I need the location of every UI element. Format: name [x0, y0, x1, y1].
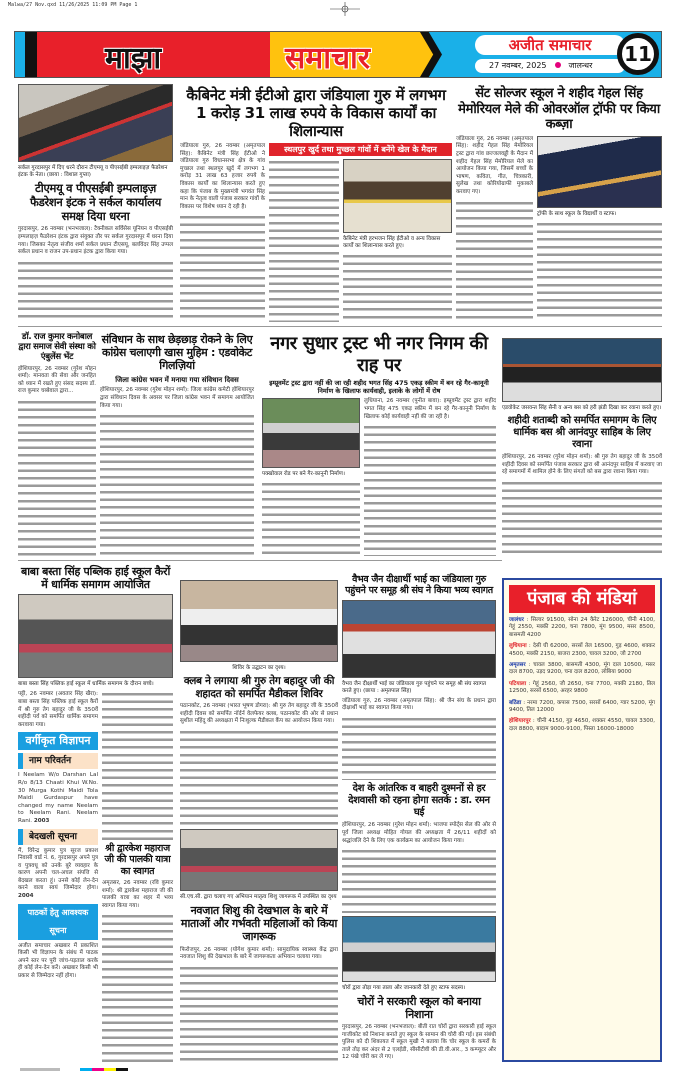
cabinet-body-col3 — [343, 253, 452, 322]
palki-body-continued — [102, 913, 173, 1062]
vaibhav-headline: वैभव जैन दीक्षार्थी भाई का जंडियाला गुरु पहुंचने पर समूह श्री संघ ने किया भव्य स्वागत — [345, 574, 493, 597]
palki-body: अमृतसर, 26 नवम्बर (रवि कुमार शर्मा): श्री द्वारकेश महाराज जी की पालकी यात्रा का शहर में भव्य स्वागत किया गया। — [102, 880, 173, 909]
soldier-photo-caption: ट्रॉफी के साथ स्कूल के विद्यार्थी व स्टाफ। — [537, 210, 617, 217]
school-photo-caption: चोरों द्वारा तोड़ा गया ताला और जानकारी देते हुए स्टाफ सदस्य। — [342, 984, 466, 991]
medical-photo-caption: शिविर के उद्घाटन का दृश्य। — [232, 665, 286, 671]
paper-name: अजीत समाचार — [475, 35, 625, 55]
newborn-photo — [180, 829, 338, 891]
masthead-title-part1: माझा — [105, 41, 162, 76]
left-lower-column — [18, 565, 173, 1062]
disown-notice-label: बेदखली सूचना — [18, 829, 98, 845]
color-swatch — [92, 1068, 104, 1071]
mandi-rates: चावल 3800, बासमती 4300, मूंग दाल 10500, मसर दाल 8700, उड़द 9200, चना दाल 8200, लोबिया 9000 — [509, 662, 655, 676]
school-headline: चोरों ने सरकारी स्कूल को बनाया निशाना — [357, 994, 481, 1021]
mandi-rates: देसी घी 62000, सरसों तेल 16500, गुड़ 4600, शक्कर 4500, मक्की 2150, बाजरा 2300, चावल 3200, जौ 2700 — [509, 643, 655, 657]
mandi-city-name: होशियारपुर — [509, 718, 531, 725]
reader-notice-text: अजीत समाचार अखबार में प्रकाशित किसी भी विज्ञापन के संबंध में पाठक अपने स्तर पर पूरी जांच-पड़ताल करके ही कोई लेन-देन करें। अखबार किसी भी प्रकार से जिम्मेदार नहीं होगा। — [18, 942, 98, 980]
school-body: गुरदासपुर, 26 नवम्बर (भनभजाल): बीती रात चोरों द्वारा सरकारी हाई स्कूल गाजीकोट को निशाना बनाते हुए स्कूल के सामान की चोरी की गई। इस संबंधी पुलिस को दी शिकायत में स्कूल मुखी ने बताया कि चोर स्कूल के कमरों के ताले तोड़ कर अंदर से 2 एलईडी, सीसीटीवी की डी.वी.आर., 3 कम्प्यूटर और 12 पंखे चोरी कर ले गए। — [342, 1024, 496, 1061]
issue-date: 27 नवम्बर, 2025 — [489, 61, 547, 70]
soldier-body: जंडियाला गुरु, 26 नवम्बर (अमृतपाल सिंह): शहीद गेहल सिंह मेमोरियल ट्रस्ट द्वारा गांव छज्जलवड्डी के मैदान में शहीद गेहल सिंह मेमोरियल मेले का आयोजन किया गया, जिसमें बच्चों के भाषण, कविता, गीत, चित्रकारी, सुलेख तथा कोरियोग्राफी मुकाबले करवाए गए। — [456, 135, 533, 195]
tmu-photo — [18, 84, 173, 162]
mandi-city-entry: अमृतसर : चावल 3800, बासमती 4300, मूंग दाल 10500, मसर दाल 8700, उड़द 9200, चना दाल 8200, लोबिया 9000 — [509, 662, 655, 676]
trust-body-continued — [364, 424, 496, 556]
issue-city: जालन्धर — [568, 61, 593, 70]
soldier-photo — [537, 136, 662, 208]
ambulance-article — [18, 332, 96, 556]
vaibhav-photo-caption: वैभव जैन दीक्षार्थी भाई का जंडियाला गुरु पहुंचने पर समूह श्री संघ स्वागत करते हुए। (छाया : अमृतपाल सिंह) — [342, 680, 487, 694]
congress-body: होशियारपुर, 26 नवम्बर (गुरेश मोहन शर्मा): जिला कांग्रेस कमेटी होशियारपुर द्वारा संविधान दिवस के अवसर पर जिला कांग्रेस भवन में समागम आयोजित किया गया। — [100, 387, 254, 409]
soldier-body-col2 — [537, 221, 662, 322]
newborn-headline: नवजात शिशु की देखभाल के बारे में माताओं और गर्भवती महिलाओं को किया जागरूक — [180, 904, 338, 944]
bus-body-continued — [502, 480, 662, 556]
bus-photo-caption: एडवोकेट जसवन्त सिंह सैनी व अन्य बस को हरी झंडी दिखा कर रवाना करते हुए। — [502, 405, 662, 411]
cabinet-body-col1: जंडियाला गुरु, 26 नवम्बर (अमृतपाल सिंह): कैबिनेट मंत्री सिंह ईटीओ ने जंडियाला गुरु विधानसभा क्षेत्र के गांव मुच्छल तथा स्थलपुर खुर्द में लगभग 1 करोड़ 31 लाख 63 हजार रुपये के विकास कार्यों का शिलान्यास करते हुए कहा कि पंजाब के मुख्यमंत्री भगवंत सिंह मान के नेतृत्व वाली पंजाब सरकार गांवों के विकास पर विशेष ध्यान दे रही है। — [180, 143, 265, 210]
trust-photo-caption: पक्खोवाल रोड पर बने गैर-कानूनी निर्माण। — [262, 471, 345, 478]
medical-photo — [180, 580, 338, 662]
cabinet-headline: कैबिनेट मंत्री ईटीओ द्वारा जंडियाला गुरु में लगभग 1 करोड़ 31 लाख रुपये के विकास कार्यों का शिलान्यास — [186, 86, 446, 140]
mandi-city-name: जालंधर — [509, 617, 524, 623]
masthead-title-part2: समाचार — [285, 41, 371, 76]
dot-icon — [555, 62, 561, 68]
trust-headline: नगर सुधार ट्रस्ट भी नगर निगम की राह पर — [270, 333, 488, 376]
divider — [18, 326, 662, 327]
cabinet-article — [180, 86, 452, 322]
raman-body-continued — [342, 848, 496, 912]
color-swatch — [116, 1068, 128, 1071]
medical-body: पठानकोट, 26 नवम्बर (भारत भूषण डोगरा): श्री गुरु तेग बहादुर जी के 350वें शहीदी दिवस को समर्पित नॉर्दर्न वेलफेयर क्लब, पठानकोट की ओर से प्रधान सुशील महिंदू की अध्यक्षता में निःशुल्क मैडीकल कैंप का आयोजन किया गया। — [180, 703, 338, 725]
bus-photo — [502, 338, 662, 402]
ambulance-body: होशियारपुर, 26 नवम्बर (गुरेश मोहन शर्मा): मानवता की सेवा और जनहित को ध्यान में रखते हुए संसद सदस्य डॉ. राज कुमार चब्बेवाल द्वारा... — [18, 365, 96, 395]
baba-photo-caption: बाबा बस्ता सिंह पब्लिक हाई स्कूल में धार्मिक समागम के दौरान बच्चे। — [18, 681, 154, 688]
issue-date-bar — [475, 59, 625, 73]
newborn-body: फिरोजपुर, 26 नवम्बर (योगेश कुमार शर्मा): सामुदायिक स्वास्थ्य केंद्र द्वारा नवजात शिशु की देखभाल के बारे में जागरूकता अभियान चलाया गया। — [180, 946, 338, 961]
divider — [18, 560, 502, 561]
cabinet-subhead: स्थलपुर खुर्द तथा मुच्छल गांवों में बनेंगे खेल के मैदान — [269, 143, 452, 156]
mandi-city-entry: जालंधर : सिल्वर 91500, सोना 24 कैरेट 126000, चीनी 4100, गेहूं 2550, मक्की 2200, चना 7800, मूंग 9500, मसर 8500, बासमती 4200 — [509, 617, 655, 638]
masthead — [14, 31, 662, 78]
tmu-photo-caption: सर्कल गुरदासपुर में दिए धरने दौरान टीएमयू व पीएसईबी इम्पलाइज़ फैडरेशन इंटक के नेता। (छाया : विशाल गुप्ता) — [18, 165, 168, 178]
crop-mark-icon — [330, 2, 360, 16]
mandi-city-entry: पटियाला : गेहूं 2560, जौ 2650, चना 7700, मक्की 2180, तिल 12500, सरसों 6500, अरहर 9800 — [509, 680, 655, 695]
baba-body: पट्टी, 26 नवम्बर (अवतार सिंह खैरा): बाबा बस्ता सिंह पब्लिक हाई स्कूल कैरों में श्री गुरु तेग बहादुर जी के 350वें शहीदी पर्व को समर्पित धार्मिक समागम करवाया गया। — [18, 691, 98, 728]
newborn-photo-caption: सी.एच.सी. द्वारा चलाए गए अभियान मातृत्व शिशु जागरूक में उपस्थित का दृश्य — [180, 894, 337, 901]
congress-subhead: जिला कांग्रेस भवन में मनाया गया संविधान दिवस — [115, 375, 239, 384]
reader-notice-header: पाठकों हेतु आवश्यक सूचना — [18, 904, 98, 940]
disown-notice-text: मैं, विरेन्द्र कुमार पुत्र सूरज प्रकाश निवासी वार्ड नं. 6, गुरदासपुर अपने पुत्र व पुत्रवधू को उनके बुरे व्यवहार के कारण अपनी चल-अचल संपत्ति से बेदखल करता हूं। उनसे कोई लेन-देन करने वाला स्वयं जिम्मेदार होगा। 2004 — [18, 847, 98, 900]
mandi-city-entry: बठिंडा : नरमा 7200, कपास 7500, सरसों 6400, ग्वार 5200, मूंग 9400, तिल 12000 — [509, 699, 655, 714]
cabinet-body-col2 — [269, 159, 339, 322]
mandi-title: पंजाब की मंडियां — [509, 585, 655, 613]
medical-body-continued — [180, 729, 338, 826]
classifieds-header: वर्गीकृत विज्ञापन — [18, 732, 98, 750]
vaibhav-body-continued — [342, 716, 496, 780]
punjab-mandi-box — [502, 578, 662, 1062]
school-photo — [342, 916, 496, 982]
trust-body: लुधियाना, 26 नवम्बर (पुनीत बावा): इम्प्रूवमेंट ट्रस्ट द्वारा शहीद भगत सिंह 475 एकड़ स्कीम में बन रहे गैर-कानूनी निर्माण के खिलाफ कोई कार्यवाही नहीं की जा रही है। — [364, 398, 496, 420]
mandi-rates: गेहूं 2560, जौ 2650, चना 7700, मक्की 2180, तिल 12500, सरसों 6500, अरहर 9800 — [509, 680, 655, 695]
tmu-headline: टीएमयू व पीएसईबी इम्पलाइज़ फैडरेशन इंटक ने सर्कल कार्यालय समक्ष दिया धरना — [30, 181, 161, 223]
palki-headline: श्री द्वारकेश महाराज जी की पालकी यात्रा का स्वागत — [104, 842, 171, 877]
vaibhav-body: जंडियाला गुरु, 26 नवम्बर (अमृतपाल सिंह): श्री जैन संघ के प्रधान द्वारा दीक्षार्थी भाई का स्वागत किया गया। — [342, 697, 496, 712]
mandi-city-name: पटियाला — [509, 680, 527, 687]
congress-headline: संविधान के साथ छेड़छाड़ रोकने के लिए कांग्रेस चलाएगी खास मुहिम : एडवोकेट गिलज़ियां — [101, 333, 253, 373]
mandi-rates: नरमा 7200, कपास 7500, सरसों 6400, ग्वार 5200, मूंग 9400, तिल 12000 — [509, 699, 655, 714]
mandi-city-name: अमृतसर — [509, 662, 526, 669]
mandi-rates: चीनी 4150, गुड़ 4650, शक्कर 4550, चावल 3300, दाल 8800, बादाम 9000-9100, पिस्ता 16000-18000 — [509, 718, 655, 732]
ambulance-body-continued — [18, 399, 96, 556]
middle-lower-column — [180, 580, 338, 1062]
congress-body-continued — [100, 413, 254, 556]
soldier-article — [456, 86, 662, 322]
trust-body-col1 — [262, 481, 360, 556]
congress-article — [100, 333, 254, 556]
tmu-body-continued — [18, 260, 173, 322]
right-lower-column — [342, 574, 496, 1062]
print-slug: Malwa/27 Nov.qxd 11/26/2025 11:09 PM Page 1 — [8, 2, 138, 8]
vaibhav-photo — [342, 600, 496, 678]
tmu-article — [18, 84, 173, 322]
name-change-label: नाम परिवर्तन — [18, 753, 98, 769]
raman-headline: देश के आंतरिक व बाहरी दुश्मनों से हर देशवासी को रहना होगा सतर्क : डा. रमन घई — [348, 783, 490, 819]
trust-article — [262, 333, 496, 556]
mandi-city-name: लुधियाना — [509, 643, 527, 650]
bus-headline: शहीदी शताब्दी को समर्पित समागम के लिए धार्मिक बस श्री आनंदपुर साहिब के लिए रवाना — [507, 415, 657, 450]
color-swatch — [104, 1068, 116, 1071]
bus-body: होशियारपुर, 26 नवम्बर (गुरेश मोहन शर्मा): श्री गुरु तेग बहादुर जी के 350वें शहीदी दिवस को समर्पित पंजाब सरकार द्वारा श्री आनंदपुर साहिब में करवाए जा रहे समागमों में शामिल होने के लिए संगतों को बस द्वारा रवाना किया गया। — [502, 454, 662, 476]
baba-headline: बाबा बस्ता सिंह पब्लिक हाई स्कूल कैरों में धार्मिक समागम आयोजित — [20, 565, 171, 592]
ambulance-headline: डॉ. राज कुमार कनोबाल द्वारा समाज सेवी संस्था को एंबुलेंस भेंट — [18, 332, 96, 363]
cabinet-body-continued — [180, 214, 265, 322]
baba-body-col2 — [102, 691, 173, 840]
mandi-city-name: बठिंडा — [509, 699, 522, 706]
name-change-text: I Neelam W/o Darshan Lal R/o 8/13 Chaati Khui W.No. 30 Murga Kothi Maidi Tola Maidi Gurdaspur have changed my name Neelam to Neelam Rani. Neelam Rani. 2003 — [18, 772, 98, 824]
trust-subhead: इम्प्रूवमेंट ट्रस्ट द्वारा नहीं की जा रही शहीद भगत सिंह 475 एकड़ स्कीम में बन रहे गैर-कानूनी निर्माण के खिलाफ कार्यवाही, इलाके के लोगों में रोष — [269, 379, 489, 396]
page-number: 11 — [617, 33, 659, 75]
bus-article — [502, 338, 662, 556]
cabinet-photo — [343, 159, 452, 233]
color-swatch — [80, 1068, 92, 1071]
baba-photo — [18, 594, 173, 678]
cabinet-photo-caption: कैबिनेट मंत्री हरभजन सिंह ईटीओ व अन्य विकास कार्यों का शिलान्यास करते हुए। — [343, 236, 441, 249]
soldier-body-col1 — [456, 200, 533, 322]
tmu-body: गुरदासपुर, 26 नवम्बर (भनभजाल): टैक्नीकल सर्विसेस यूनियन व पीएसईबी इम्पलाइज़ फैडरेशन इंटक द्वारा संयुक्त तौर पर सर्कल गुरदासपुर में धरना दिया गया। जिसका नेतृत्व संजीव शर्मा सर्कल प्रधान टीएसयू, बलविंदर सिंह उप्पल सर्कल प्रधान व राजन उप-प्रधान इंटक द्वारा किया गया। — [18, 226, 173, 256]
trust-photo — [262, 398, 360, 468]
soldier-headline: सेंट सोल्जर स्कूल ने शहीद गेहल सिंह मेमोरियल मेले की ओवरऑल ट्रॉफी पर किया कब्ज़ा — [458, 86, 660, 133]
raman-body: होशियारपुर, 26 नवम्बर (गुरेश मोहन शर्मा): भाजपा स्पोर्ट्स सेल की ओर से पूर्व जिला अध्यक्ष मोहित गोयल की अध्यक्षता में 26/11 शहीदों को श्रद्धांजलि देने के लिए एक कार्यक्रम का आयोजन किया गया। — [342, 822, 496, 844]
mandi-city-entry: लुधियाना : देसी घी 62000, सरसों तेल 16500, गुड़ 4600, शक्कर 4500, मक्की 2150, बाजरा 2300, चावल 3200, जौ 2700 — [509, 643, 655, 657]
medical-headline: क्लब ने लगाया श्री गुरु तेग बहादुर जी की शहादत को समर्पित मैडीकल शिविर — [183, 675, 335, 700]
mandi-city-entry: होशियारपुर : चीनी 4150, गुड़ 4650, शक्कर 4550, चावल 3300, दाल 8800, बादाम 9000-9100, पिस्ता 16000-18000 — [509, 718, 655, 732]
print-bar — [20, 1068, 60, 1071]
mandi-rates: सिल्वर 91500, सोना 24 कैरेट 126000, चीनी 4100, गेहूं 2550, मक्की 2200, चना 7800, मूंग 9500, मसर 8500, बासमती 4200 — [509, 617, 655, 638]
newborn-body-continued — [180, 965, 338, 1062]
